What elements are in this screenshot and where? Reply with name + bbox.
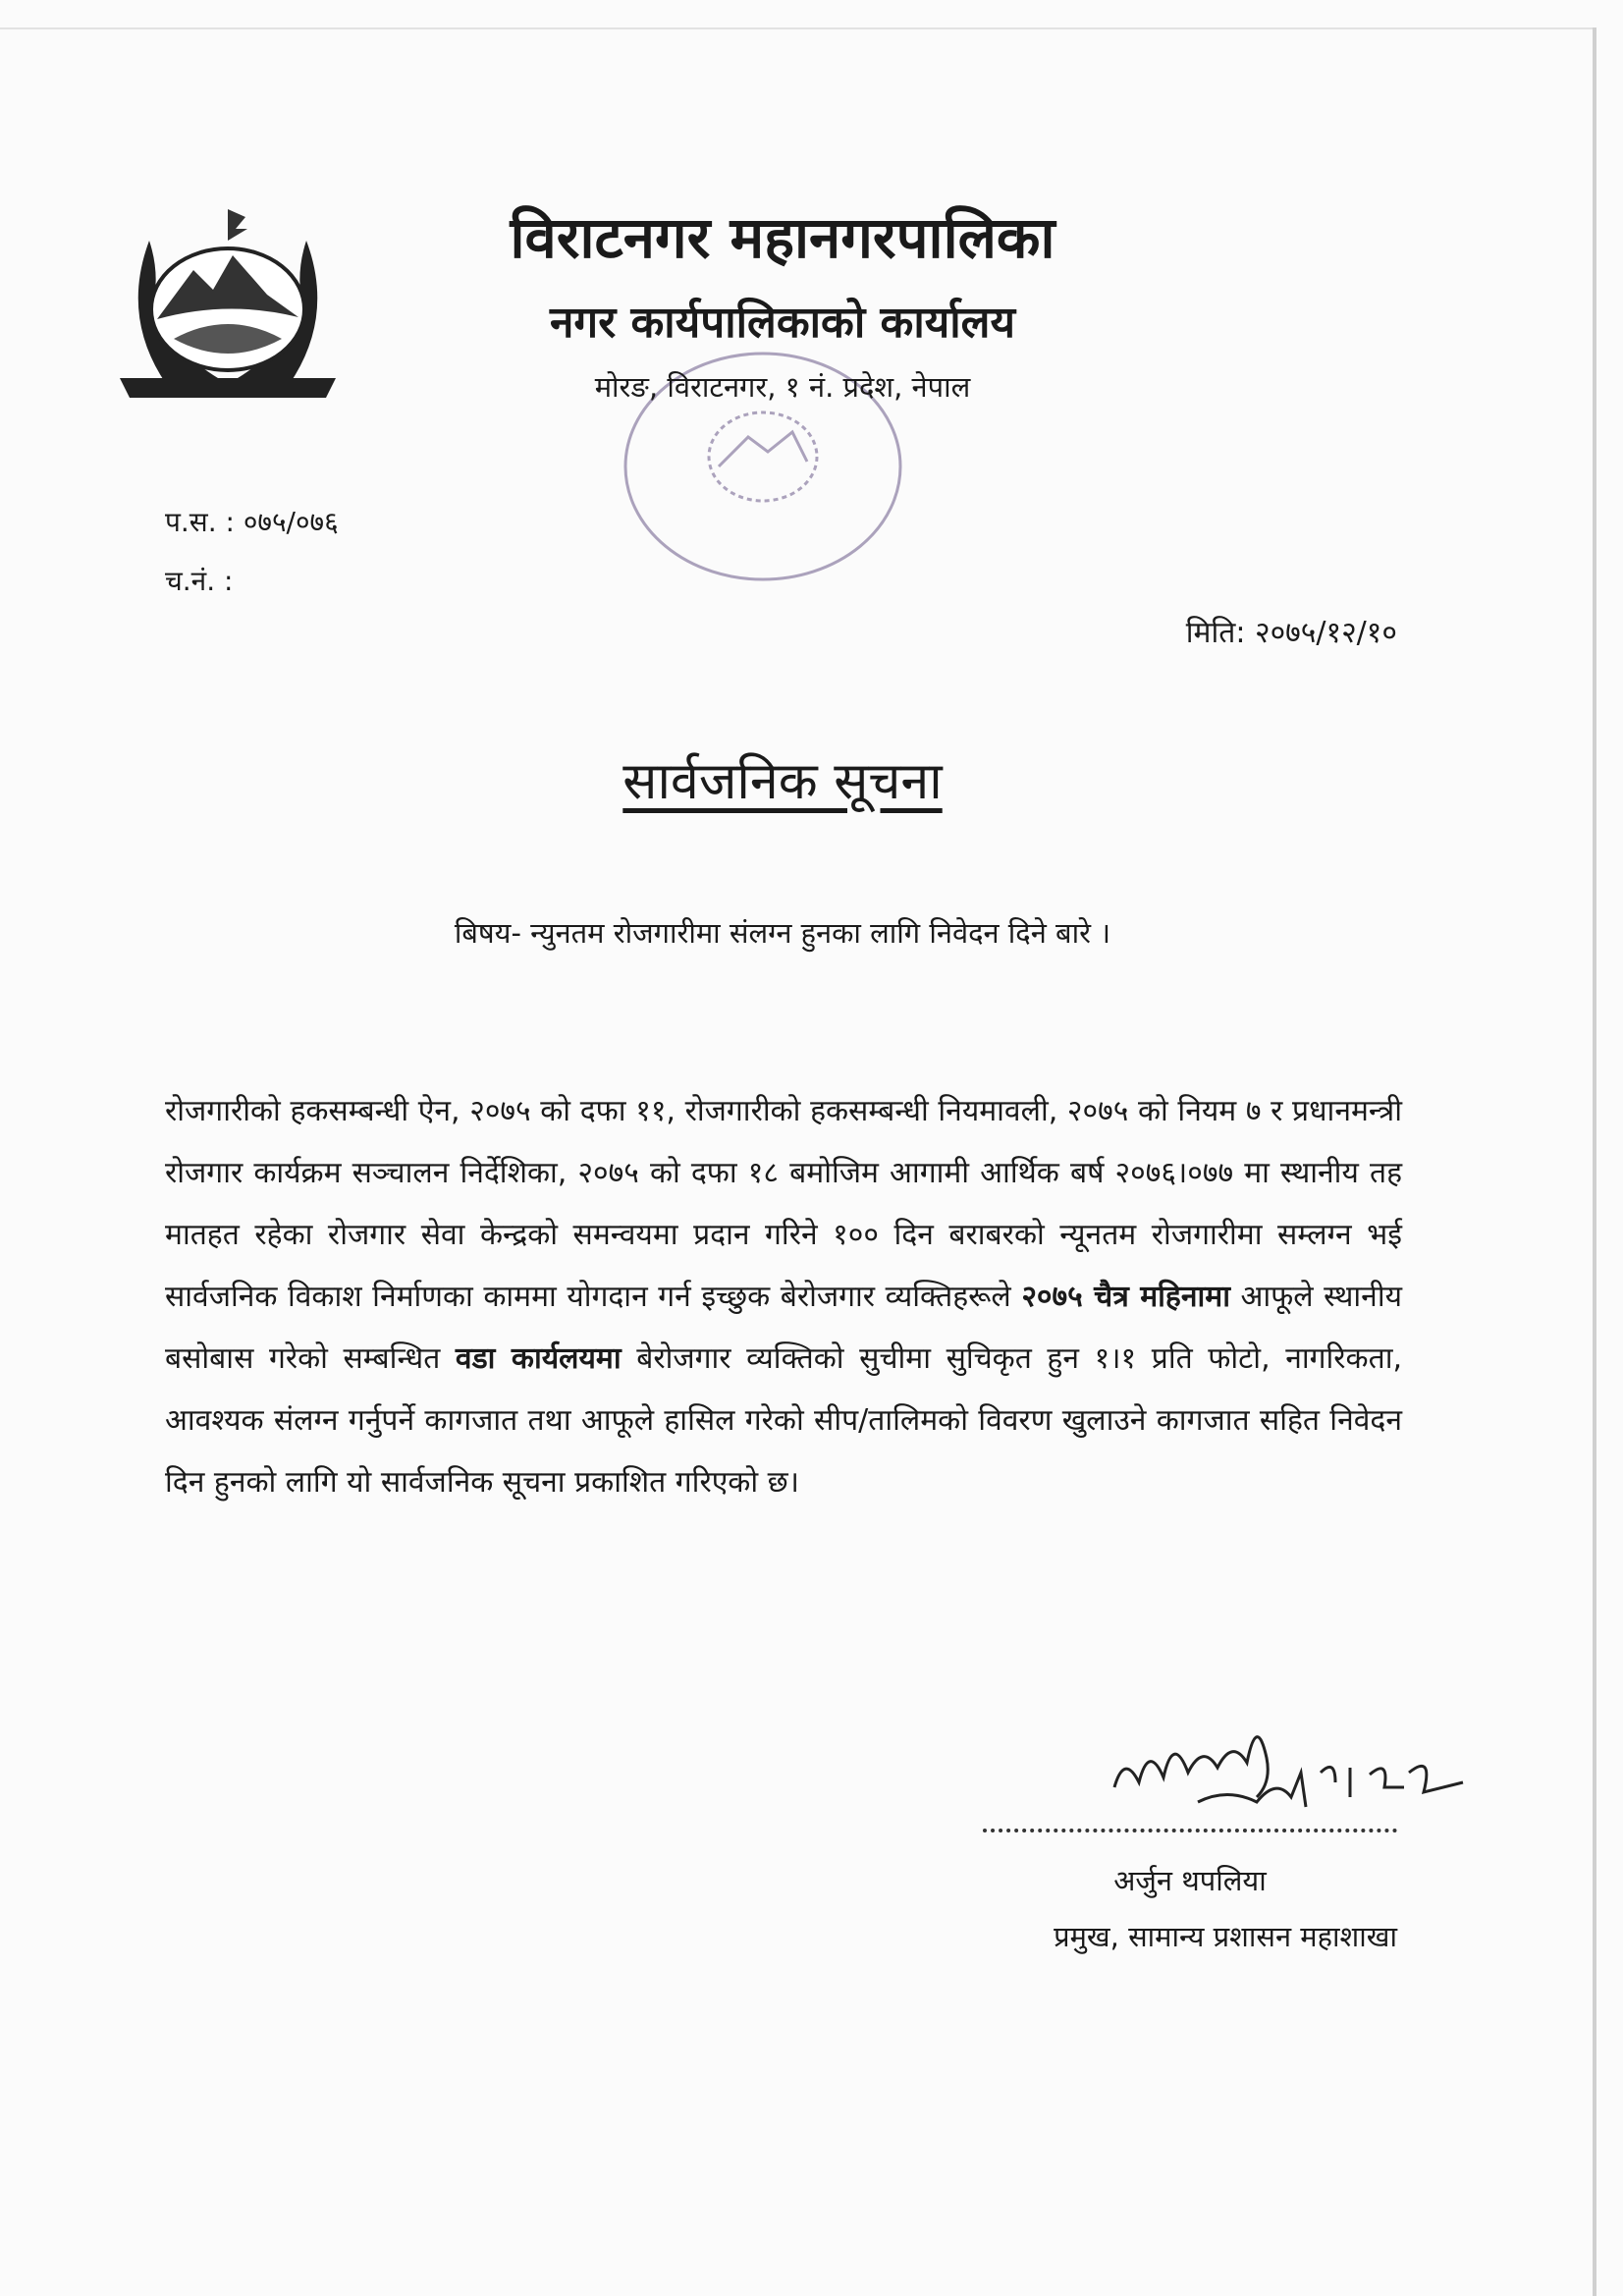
signature-line: [983, 1829, 1397, 1832]
page-edge-top: [0, 27, 1596, 29]
body-bold-ward-office: वडा कार्यलयमा: [455, 1341, 622, 1376]
nepal-emblem-logo: [110, 201, 346, 408]
body-bold-deadline: २०७५ चैत्र महिनामा: [1021, 1280, 1230, 1314]
office-address: मोरङ, विराटनगर, १ नं. प्रदेश, नेपाल: [594, 370, 971, 404]
handwritten-signature: [1109, 1704, 1473, 1831]
dispatch-number: च.नं. :: [165, 565, 234, 597]
signatory-title: प्रमुख, सामान्य प्रशासन महाशाखा: [1054, 1920, 1397, 1953]
office-name: नगर कार्यपालिकाको कार्यालय: [550, 298, 1015, 348]
notice-subject: बिषय- न्युनतम रोजगारीमा संलग्न हुनका लागि निवेदन दिने बारे ।: [454, 916, 1111, 950]
body-text: बेरोजगार व्यक्तिको सुचीमा सुचिकृत हुन १।१ प्रति फोटो, नागरिकता, आवश्यक संलग्न गर्नुपर्ने कागजात तथा आफूले हासिल गरेको सीप/तालिमको विवरण खुलाउने कागजात सहित निवेदन दिन हुनको लागि यो सार्वजनिक सूचना प्रकाशित गरिएको छ।: [165, 1341, 1403, 1500]
notice-title: सार्वजनिक सूचना: [622, 752, 943, 811]
page-edge-right: [1593, 27, 1596, 2296]
notice-date: मिति: २०७५/१२/१०: [1185, 616, 1397, 650]
reference-number: प.स. : ०७५/०७६: [165, 506, 339, 538]
signatory-name: अर्जुन थपलिया: [1113, 1864, 1267, 1897]
body-text: रोजगारीको हकसम्बन्धी ऐन, २०७५ को दफा ११, रोजगारीको हकसम्बन्धी नियमावली, २०७५ को नियम ७ र प्रधानमन्त्री रोजगार कार्यक्रम सञ्चालन निर्देशिका, २०७५ को दफा १८ बमोजिम आगामी आर्थिक बर्ष २०७६।०७७ मा स्थानीय तह मातहत रहेका रोजगार सेवा केन्द्रको समन्वयमा प्रदान गरिने १०० दिन बराबरको न्यूनतम रोजगारीमा सम्लग्न भई सार्वजनिक विकाश निर्माणका काममा योगदान गर्न इच्छुक बेरोजगार व्यक्तिहरूले: [165, 1094, 1402, 1314]
notice-body: [165, 1080, 1402, 1513]
municipality-name: विराटनगर महानगरपालिका: [510, 204, 1055, 271]
body-text: आफूले स्थानीय बसोबास गरेको सम्बन्धित: [165, 1280, 1402, 1376]
